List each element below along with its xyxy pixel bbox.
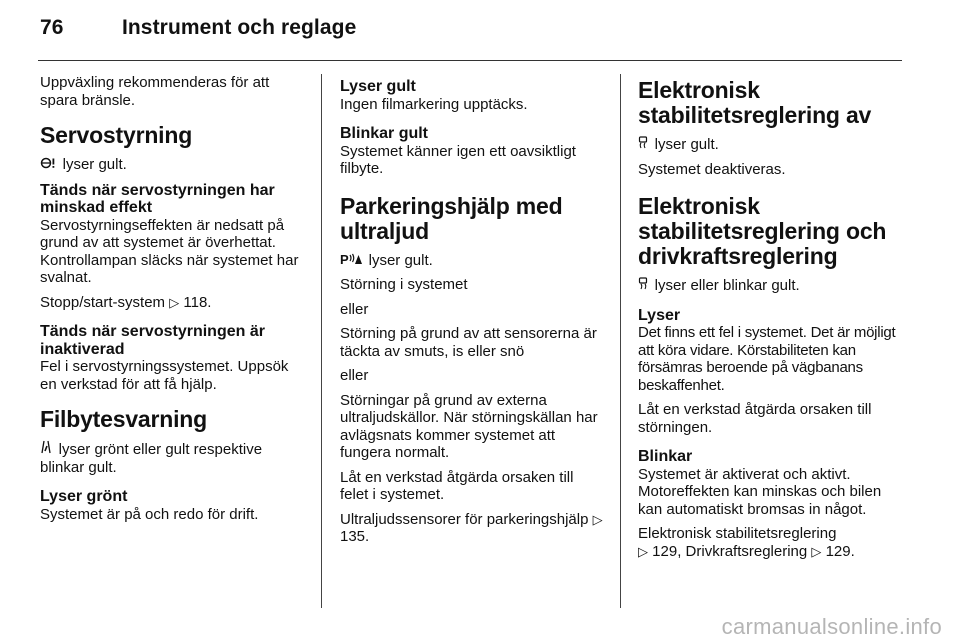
column-divider-2 [620,74,621,608]
esc-refs: Elektronisk stabilitetsreglering ▷ 129, Drivkraftsreglering ▷ 129. [638,525,855,560]
esc-lit-text: Det finns ett fel i systemet. Det är möjligt att köra vidare. Körstabiliteten kan försämras beroende på vägbanans beskaffenhet. [638,324,896,394]
esc-lit-workshop-text: Låt en verkstad åtgärda orsaken till störningen. [638,401,872,436]
steering-wheel-exclamation-icon [40,157,60,172]
servo-inactive-heading: Tänds när servostyrningen är inaktiverad [40,323,265,358]
park-fault-text: Störning i systemet [340,276,468,293]
page-ref-arrow-icon: ▷ [638,543,648,559]
header-rule [38,60,902,61]
column-2 [340,74,604,553]
column-divider-1 [321,74,322,608]
esc-off-icon [638,137,652,152]
lane-yellow-text: Ingen filmarkering upptäcks. [340,95,528,113]
esc-off-text: Systemet deaktiveras. [638,160,786,178]
esc-lit-heading: Lyser [638,306,681,324]
park-external-text: Störningar på grund av externa ultraljudskällor. När störningskällan har avlägsnats kommer systemet att fungera normalt. [340,391,598,461]
page-number: 76 [40,16,64,39]
lane-yellow-heading: Lyser gult [340,78,416,95]
park-lamp-text: P lyser gult. [340,251,433,269]
servo-startstop-ref: Stopp/start-system ▷ 118. [40,293,212,311]
esc-off-heading: Elektronisk stabilitetsreglering av [638,77,872,128]
park-workshop-text: Låt en verkstad åtgärda orsaken till felet i systemet. [340,468,574,503]
lane-blink-text: Systemet känner igen ett oavsiktligt filbyte. [340,142,576,177]
column-3 [638,74,902,567]
lane-heading: Filbytesvarning [40,406,207,432]
esc-skid-icon [638,278,652,293]
park-or-1: eller [340,300,369,318]
lane-lamp-text: lyser grönt eller gult respektive blinkar gult. [40,441,263,476]
lane-green-heading: Lyser grönt [40,488,128,505]
page-header [40,16,356,40]
park-or-2: eller [340,367,369,384]
esc-off-lamp-text: lyser gult. [638,136,902,154]
park-sensors-ref: Ultraljudssensorer för parkeringshjälp ▷ 135. [340,510,603,545]
esc-tc-heading: Elektronisk stabilitetsreglering och drivkraftsreglering [638,193,887,269]
esc-tc-lamp-text: lyser eller blinkar gult. [638,277,902,295]
servo-inactive-text: Fel i servostyrningssystemet. Uppsök en verkstad för att få hjälp. [40,358,289,393]
intro-text: Uppväxling rekommenderas för att spara bränsle. [40,74,270,109]
servo-reduced-text: Servostyrningseffekten är nedsatt på grund av att systemet är överhettat. Kontrollampan släcks när systemet har svalnat. [40,216,299,286]
page-title: Instrument och reglage [121,16,357,39]
esc-blink-text: Systemet är aktiverat och aktivt. Motoreffekten kan minskas och bilen kan automatiskt bromsas in något. [638,465,882,518]
svg-text:P: P [340,251,349,265]
park-heading: Parkeringshjälp med ultraljud [340,192,563,244]
page-ref-arrow-icon: ▷ [169,294,180,310]
page-ref-arrow-icon: ▷ [811,543,822,559]
park-dirty-text: Störning på grund av att sensorerna är täckta av smuts, is eller snö [340,325,597,360]
parking-sensor-icon [340,253,366,268]
lane-green-text: Systemet är på och redo för drift. [40,505,259,523]
lane-departure-icon [40,442,56,457]
esc-blink-heading: Blinkar [638,448,693,465]
servo-heading: Servostyrning [40,122,193,148]
column-1 [40,74,304,530]
servo-reduced-heading: Tänds när servostyrningen har minskad effekt [40,181,275,216]
watermark: carmanualsonline.info [721,614,942,639]
page-ref-arrow-icon: ▷ [592,511,603,527]
servo-lamp-text: lyser gult. [40,156,304,174]
lane-blink-heading: Blinkar gult [340,125,429,142]
